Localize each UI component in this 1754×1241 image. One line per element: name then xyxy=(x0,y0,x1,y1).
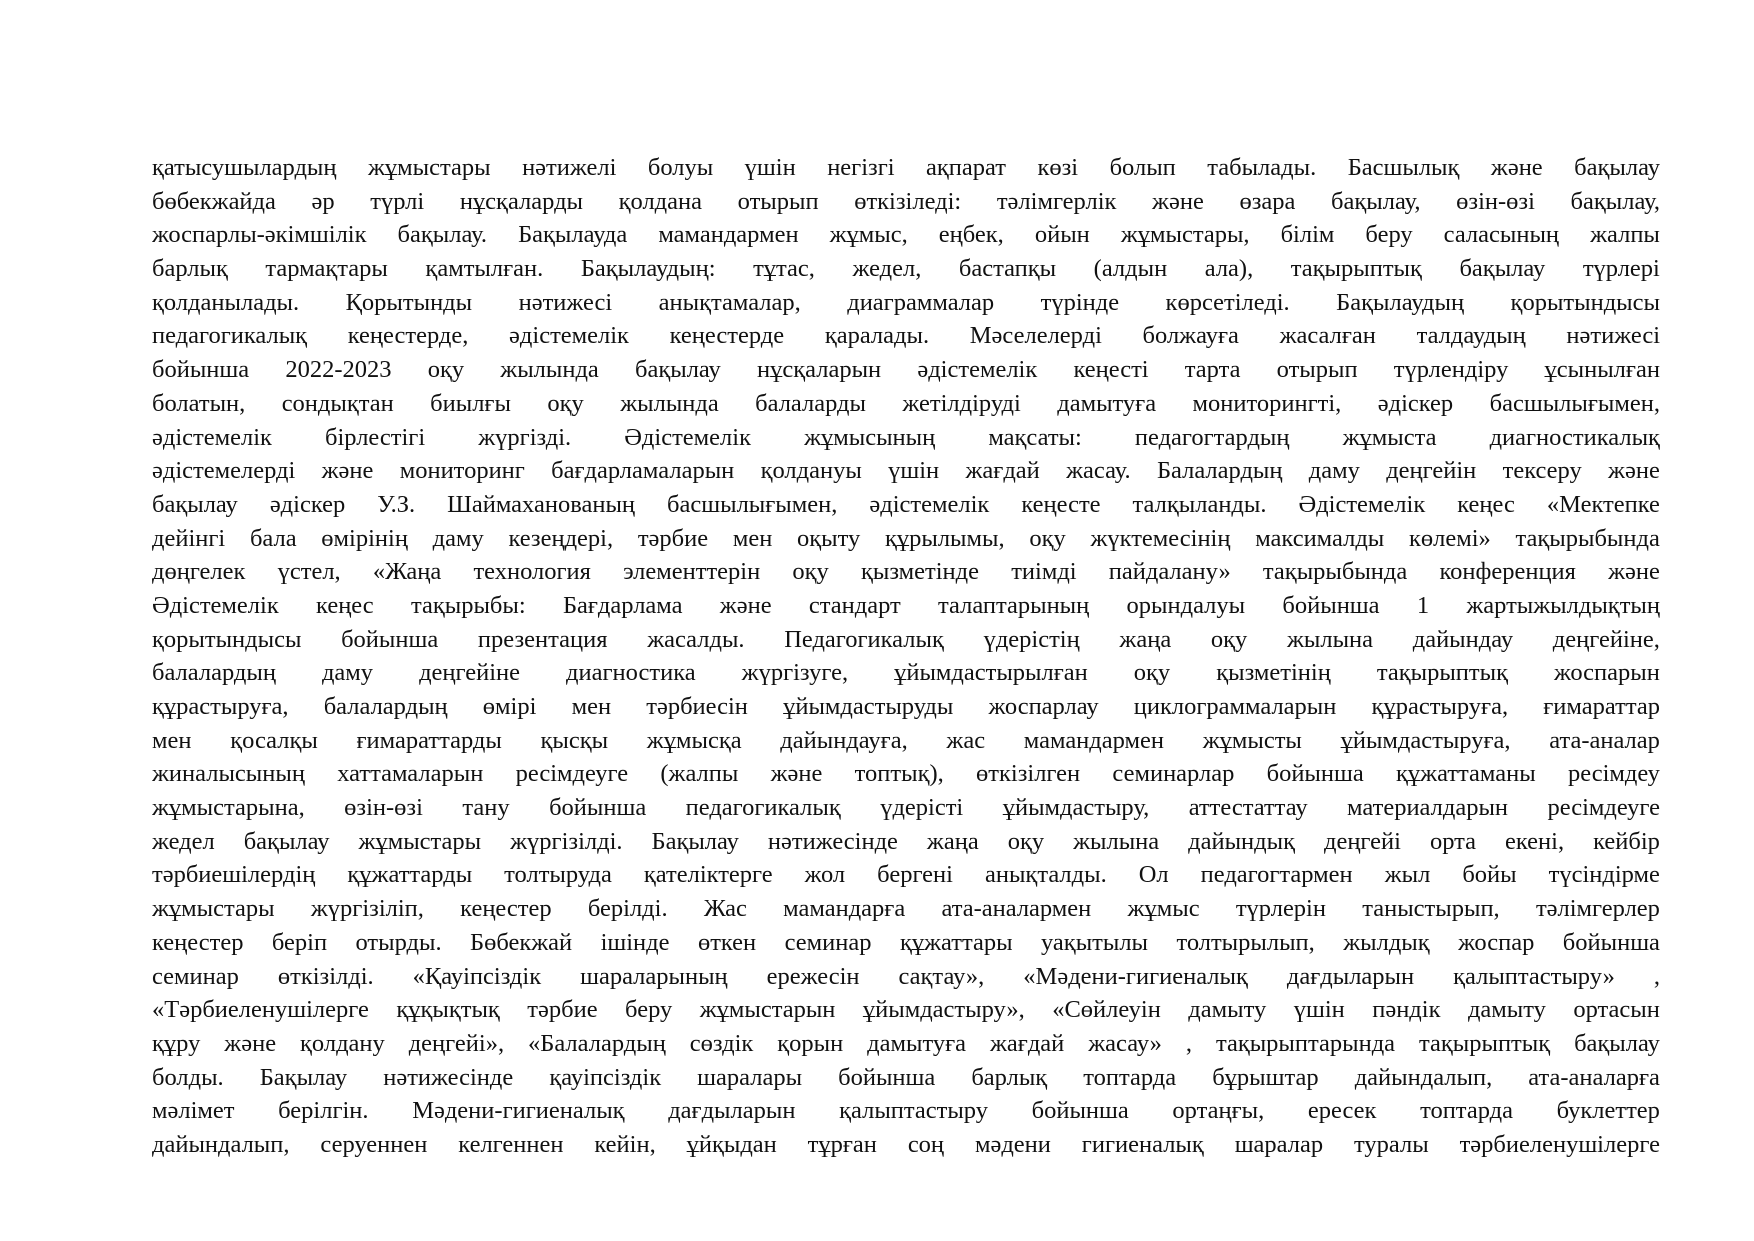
text-line: дайындалып, серуеннен келгеннен кейін, ұйқыдан тұрған соң мәдени гигиеналық шаралар туралы тәрбиеленушілерге xyxy=(152,1130,1660,1158)
text-line: қолданылады. Қорытынды нәтижесі анықтамалар, диаграммалар түрінде көрсетіледі. Бақылаудың қорытындысы xyxy=(152,288,1660,316)
text-line: жоспарлы-әкімшілік бақылау. Бақылауда мамандармен жұмыс, еңбек, ойын жұмыстары, білім беру саласының жалпы xyxy=(152,221,1660,249)
text-line: дейінгі бала өмірінің даму кезеңдері, тәрбие мен оқыту құрылымы, оқу жүктемесінің максималды көлемі» тақырыбында xyxy=(152,524,1660,552)
text-line: әдістемелерді және мониторинг бағдарламаларын қолдануы үшін жағдай жасау. Балалардың даму деңгейін тексеру және xyxy=(152,457,1660,485)
text-line: жедел бақылау жұмыстары жүргізілді. Бақылау нәтижесінде жаңа оқу жылына дайындық деңгейі орта екені, кейбір xyxy=(152,827,1660,855)
text-line: семинар өткізілді. «Қауіпсіздік шараларының ережесін сақтау», «Мәдени-гигиеналық дағдыларын қалыптастыру» , xyxy=(152,962,1660,990)
text-line: мен қосалқы ғимараттарды қысқы жұмысқа дайындауға, жас мамандармен жұмысты ұйымдастыруға, ата-аналар xyxy=(152,726,1660,754)
text-line: барлық тармақтары қамтылған. Бақылаудың: тұтас, жедел, бастапқы (алдын ала), тақырыптық бақылау түрлері xyxy=(152,255,1660,283)
text-line: құру және қолдану деңгейі», «Балалардың сөздік қорын дамытуға жағдай жасау» , тақырыптарында тақырыптық бақылау xyxy=(152,1029,1660,1057)
text-line: жиналысының хаттамаларын ресімдеуге (жалпы және топтық), өткізілген семинарлар бойынша құжаттаманы ресімдеу xyxy=(152,760,1660,788)
text-line: «Тәрбиеленушілерге құқықтық тәрбие беру жұмыстарын ұйымдастыру», «Сөйлеуін дамыту үшін пәндік дамыту ортасын xyxy=(152,996,1660,1024)
text-line: мәлімет берілгін. Мәдени-гигиеналық дағдыларын қалыптастыру бойынша ортаңғы, ересек топтарда буклеттер xyxy=(152,1097,1660,1125)
text-line: педагогикалық кеңестерде, әдістемелік кеңестерде қаралады. Мәселелерді болжауға жасалған талдаудың нәтижесі xyxy=(152,322,1660,350)
text-line: жұмыстары жүргізіліп, кеңестер берілді. Жас мамандарға ата-аналармен жұмыс түрлерін таныстырып, тәлімгерлер xyxy=(152,895,1660,923)
text-line: бақылау әдіскер У.З. Шаймаханованың басшылығымен, әдістемелік кеңесте талқыланды. Әдістемелік кеңес «Мектепке xyxy=(152,490,1660,518)
body-paragraph xyxy=(152,151,1660,1162)
text-line: әдістемелік бірлестігі жүргізді. Әдістемелік жұмысының мақсаты: педагогтардың жұмыста диагностикалық xyxy=(152,423,1660,451)
text-line: қатысушылардың жұмыстары нәтижелі болуы үшін негізгі ақпарат көзі болып табылады. Басшылық және бақылау xyxy=(152,154,1660,181)
text-line: болды. Бақылау нәтижесінде қауіпсіздік шаралары бойынша барлық топтарда бұрыштар дайындалып, ата-аналарға xyxy=(152,1063,1660,1091)
text-line: бойынша 2022-2023 оқу жылында бақылау нұсқаларын әдістемелік кеңесті тарта отырып түрлендіру ұсынылған xyxy=(152,356,1660,384)
text-line: бөбекжайда әр түрлі нұсқаларды қолдана отырып өткізіледі: тәлімгерлік және өзара бақылау, өзін-өзі бақылау, xyxy=(152,187,1660,215)
text-line: дөңгелек үстел, «Жаңа технология элементтерін оқу қызметінде тиімді пайдалану» тақырыбында конференция және xyxy=(152,558,1660,586)
text-line: Әдістемелік кеңес тақырыбы: Бағдарлама және стандарт талаптарының орындалуы бойынша 1 жартыжылдықтың xyxy=(152,591,1660,619)
text-line: болатын, сондықтан биылғы оқу жылында балаларды жетілдіруді дамытуға мониторингті, әдіскер басшылығымен, xyxy=(152,389,1660,417)
text-line: құрастыруға, балалардың өмірі мен тәрбиесін ұйымдастыруды жоспарлау циклограммаларын құрастыруға, ғимараттар xyxy=(152,693,1660,720)
text-line: тәрбиешілердің құжаттарды толтыруда қателіктерге жол бергені анықталды. Ол педагогтармен жыл бойы түсіндірме xyxy=(152,861,1660,889)
text-line: кеңестер беріп отырды. Бөбекжай ішінде өткен семинар құжаттары уақытылы толтырылып, жылдық жоспар бойынша xyxy=(152,928,1660,956)
text-line: жұмыстарына, өзін-өзі тану бойынша педагогикалық үдерісті ұйымдастыру, аттестаттау материалдарын ресімдеуге xyxy=(152,794,1660,822)
text-line: балалардың даму деңгейіне диагностика жүргізуге, ұйымдастырылған оқу қызметінің тақырыптық жоспарын xyxy=(152,659,1660,687)
text-line: қорытындысы бойынша презентация жасалды. Педагогикалық үдерістің жаңа оқу жылына дайындау деңгейіне, xyxy=(152,625,1660,653)
